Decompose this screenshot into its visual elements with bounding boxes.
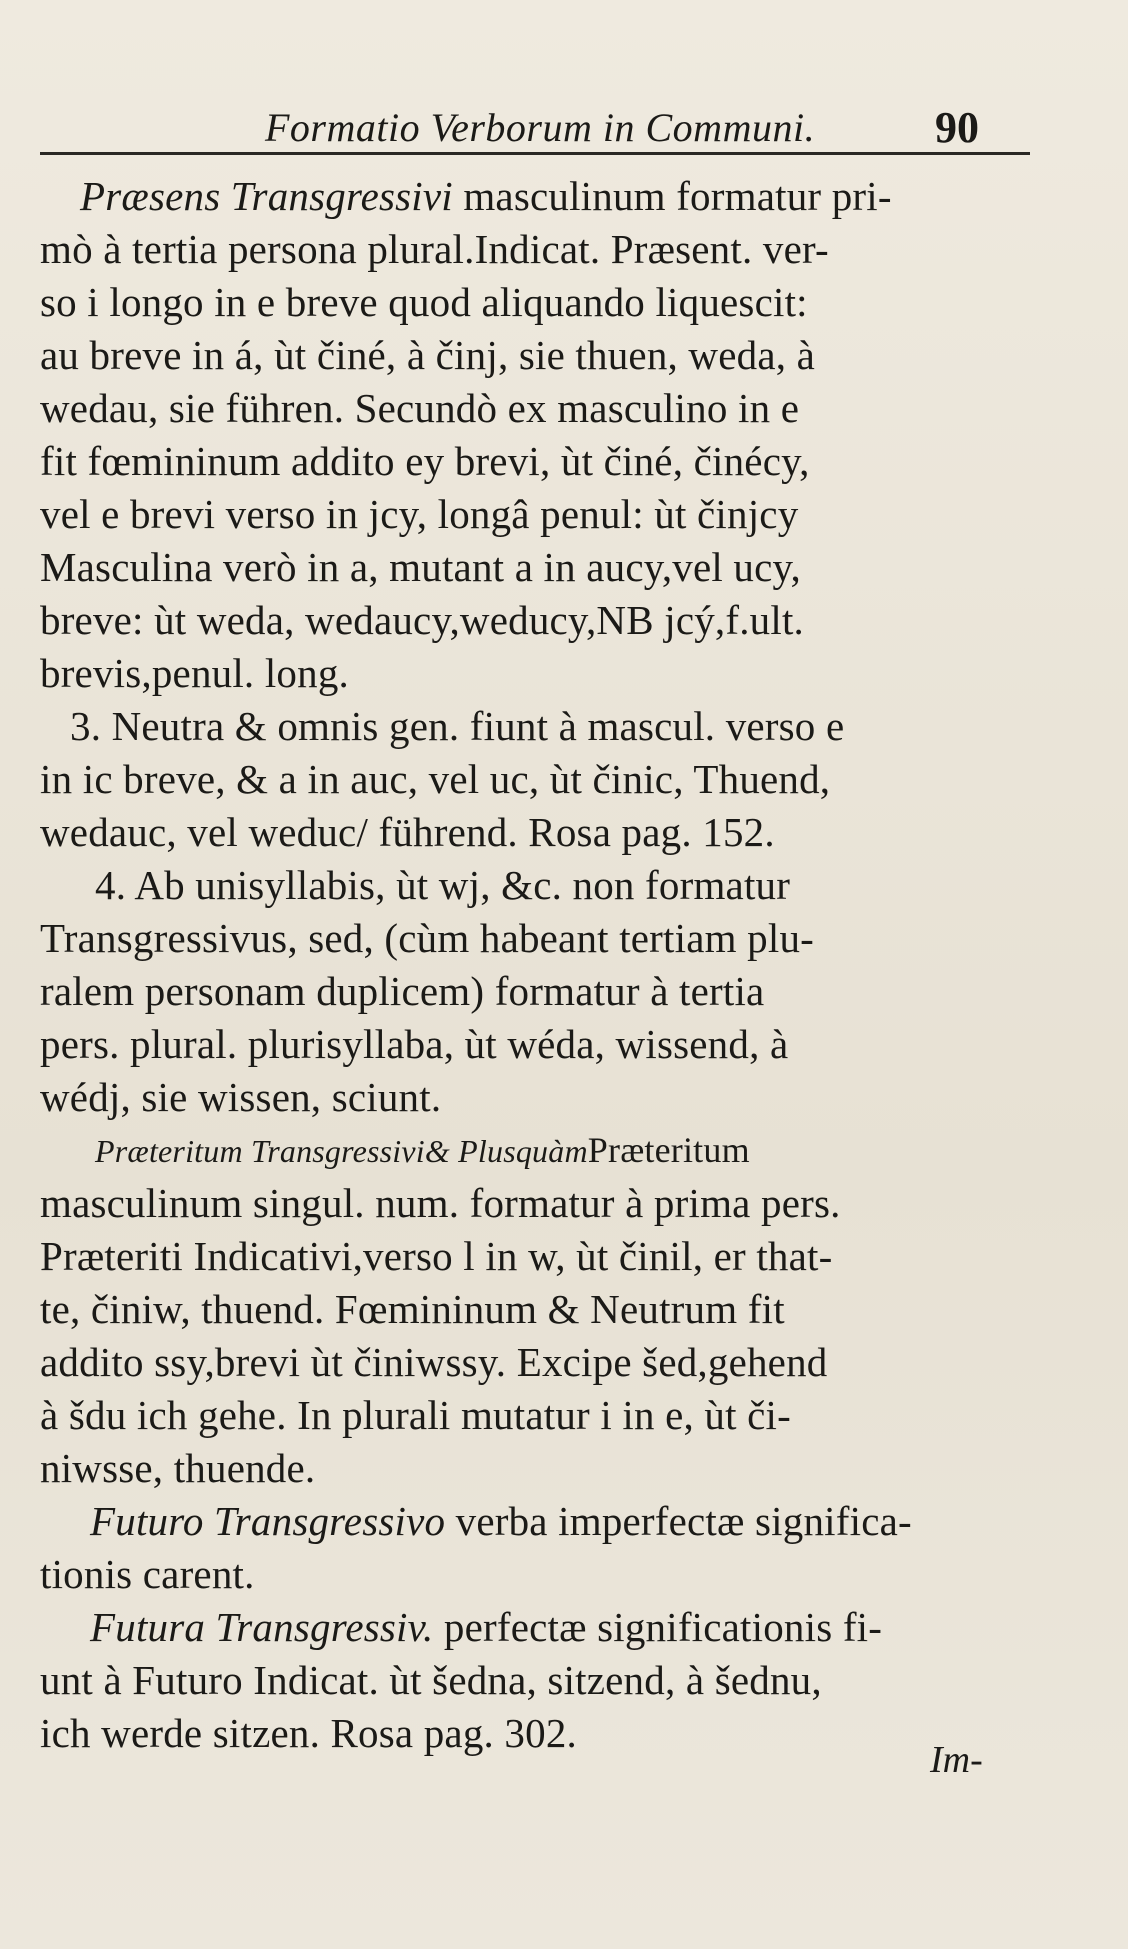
line-text: pers. plural. plurisyllaba, ùt wéda, wissend, à — [40, 1021, 789, 1067]
text-line — [40, 1601, 1030, 1654]
italic-heading: Præsens Transgressivi — [80, 173, 453, 219]
line-text: tionis carent. — [40, 1551, 255, 1597]
line-text: fit fœmininum addito ey brevi, ùt činé, činécy, — [40, 438, 810, 484]
running-header — [40, 100, 1030, 160]
line-text: niwsse, thuende. — [40, 1445, 316, 1491]
header-rule — [40, 152, 1030, 155]
line-text: breve: ùt weda, wedaucy,weducy,NB jcý,f.ult. — [40, 597, 804, 643]
italic-heading: Futura Transgressiv. — [90, 1604, 434, 1650]
running-title: Formatio Verborum in Communi. — [265, 105, 816, 150]
line-text: au breve in á, ùt činé, à činj, sie thuen, weda, à — [40, 332, 816, 378]
line-text: masculinum formatur pri- — [452, 173, 892, 219]
catchword: Im- — [930, 1739, 983, 1781]
line-text: Præteriti Indicativi,verso l in w, ùt činil, er that- — [40, 1233, 833, 1279]
line-text: Præteritum — [587, 1130, 750, 1170]
text-line — [40, 1495, 1030, 1548]
text-line — [40, 700, 1030, 753]
text-line — [40, 806, 1030, 859]
line-text: addito ssy,brevi ùt činiwssy. Excipe šed,gehend — [40, 1339, 828, 1385]
text-line — [40, 1018, 1030, 1071]
text-line — [40, 170, 1030, 223]
line-text: vel e brevi verso in jcy, longâ penul: ùt činjcy — [40, 491, 799, 537]
text-line — [40, 647, 1030, 700]
text-line — [40, 276, 1030, 329]
line-text: so i longo in e breve quod aliquando liquescit: — [40, 279, 808, 325]
italic-heading: Præteritum Transgressivi& Plusquàm — [95, 1133, 588, 1169]
text-line — [40, 753, 1030, 806]
line-text: 4. Ab unisyllabis, ùt wj, &c. non formatur — [95, 862, 791, 908]
text-line — [40, 1707, 1030, 1760]
text-line — [40, 594, 1030, 647]
line-text: perfectæ significationis fi- — [433, 1604, 883, 1650]
text-line — [40, 1124, 1030, 1177]
line-text: wedauc, vel weduc/ führend. Rosa pag. 152. — [40, 809, 775, 855]
text-line — [40, 488, 1030, 541]
text-line — [40, 435, 1030, 488]
text-line — [40, 1389, 1030, 1442]
line-text: ralem personam duplicem) formatur à tertia — [40, 968, 765, 1014]
text-line — [40, 912, 1030, 965]
line-text: verba imperfectæ significa- — [445, 1498, 912, 1544]
body-text — [40, 170, 1030, 1760]
line-text: mò à tertia persona plural.Indicat. Præsent. ver- — [40, 226, 829, 272]
text-line — [40, 859, 1030, 912]
line-text: brevis,penul. long. — [40, 650, 349, 696]
text-line — [40, 1548, 1030, 1601]
line-text: wedau, sie führen. Secundò ex masculino in e — [40, 385, 800, 431]
text-line — [40, 1654, 1030, 1707]
line-text: Masculina verò in a, mutant a in aucy,vel ucy, — [40, 544, 801, 590]
line-text: 3. Neutra & omnis gen. fiunt à mascul. verso e — [70, 703, 845, 749]
text-line — [40, 1230, 1030, 1283]
line-text: Transgressivus, sed, (cùm habeant tertiam plu- — [40, 915, 815, 961]
line-text: te, činiw, thuend. Fœmininum & Neutrum fit — [40, 1286, 785, 1332]
text-line — [40, 1177, 1030, 1230]
text-line — [40, 1071, 1030, 1124]
text-line — [40, 541, 1030, 594]
line-text: unt à Futuro Indicat. ùt šedna, sitzend, à šednu, — [40, 1657, 822, 1703]
text-line — [40, 329, 1030, 382]
text-line — [40, 1442, 1030, 1495]
text-line — [40, 965, 1030, 1018]
italic-heading: Futuro Transgressivo — [90, 1498, 446, 1544]
text-line — [40, 382, 1030, 435]
line-text: à šdu ich gehe. In plurali mutatur i in e, ùt či- — [40, 1392, 792, 1438]
text-line — [40, 1283, 1030, 1336]
text-line — [40, 1336, 1030, 1389]
line-text: in ic breve, & a in auc, vel uc, ùt činic, Thuend, — [40, 756, 831, 802]
page-number: 90 — [935, 103, 979, 152]
line-text: masculinum singul. num. formatur à prima pers. — [40, 1180, 841, 1226]
line-text: ich werde sitzen. Rosa pag. 302. — [40, 1710, 577, 1756]
text-line — [40, 223, 1030, 276]
line-text: wédj, sie wissen, sciunt. — [40, 1074, 442, 1120]
